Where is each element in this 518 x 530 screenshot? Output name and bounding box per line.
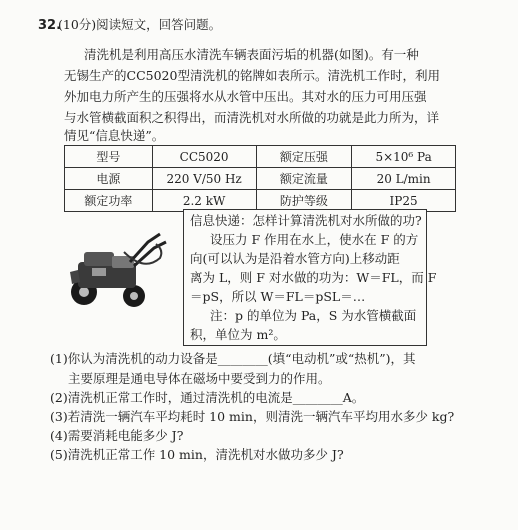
table-cell: 额定压强 [256, 146, 352, 168]
table-row [65, 168, 456, 190]
table-cell: 额定流量 [256, 168, 352, 190]
info-box-title: 信息快递：怎样计算清洗机对水所做的功? [190, 213, 422, 228]
info-box-note: 注：p 的单位为 Pa，S 为水管横截面 [210, 308, 417, 323]
sub-question-5: (5)清洗机正常工作 10 min，清洗机对水做功多少 J? [50, 447, 344, 462]
sub-question-4: (4)需要消耗电能多少 J? [50, 428, 184, 443]
question-intro: (10分)阅读短文，回答问题。 [58, 17, 222, 32]
table-cell: 20 L/min [352, 168, 456, 190]
table-cell: 电源 [65, 168, 153, 190]
sub-question-1: (1)你认为清洗机的动力设备是________(填“电动机”或“热机”)，其 [50, 351, 416, 366]
passage-line-5: 情见“信息快递”。 [64, 128, 165, 143]
info-box-line: 离为 L，则 F 对水做的功为：W＝FL，而 F [190, 270, 437, 285]
info-box-line: 向(可以认为是沿着水管方向)上移动距 [190, 251, 400, 266]
table-cell: 220 V/50 Hz [152, 168, 256, 190]
info-box-line: ＝pS，所以 W＝FL＝pSL＝… [190, 289, 366, 304]
passage-line-3: 外加电力所产生的压强将水从水管中压出。其对水的压力可用压强 [64, 89, 427, 104]
question-number: 32. [38, 18, 62, 33]
passage-line-4: 与水管横截面积之积得出，而清洗机对水所做的功就是此力所为，详 [64, 110, 440, 125]
sub-question-2: (2)清洗机正常工作时，通过清洗机的电流是________A。 [50, 390, 365, 405]
table-cell: CC5020 [152, 146, 256, 168]
table-cell: 额定功率 [65, 190, 153, 212]
sub-question-1-cont: 主要原理是通电导体在磁场中要受到力的作用。 [68, 371, 331, 386]
pressure-washer-illustration [64, 222, 170, 312]
spec-table [64, 145, 456, 212]
info-box-note: 积，单位为 m²。 [190, 327, 286, 342]
passage-line-2: 无锡生产的CC5020型清洗机的铭牌如表所示。清洗机工作时，利用 [64, 68, 440, 83]
table-cell: IP25 [352, 190, 456, 212]
passage-line-1: 清洗机是利用高压水清洗车辆表面污垢的机器(如图)。有一种 [84, 47, 419, 62]
info-box-line: 设压力 F 作用在水上，使水在 F 的方 [210, 232, 419, 247]
table-row [65, 146, 456, 168]
table-cell: 型号 [65, 146, 153, 168]
table-cell: 5×10⁶ Pa [352, 146, 456, 168]
table-cell: 2.2 kW [152, 190, 256, 212]
info-express-box [183, 209, 437, 346]
table-cell: 防护等级 [256, 190, 352, 212]
sub-question-3: (3)若清洗一辆汽车平均耗时 10 min，则清洗一辆汽车平均用水多少 kg? [50, 409, 455, 424]
